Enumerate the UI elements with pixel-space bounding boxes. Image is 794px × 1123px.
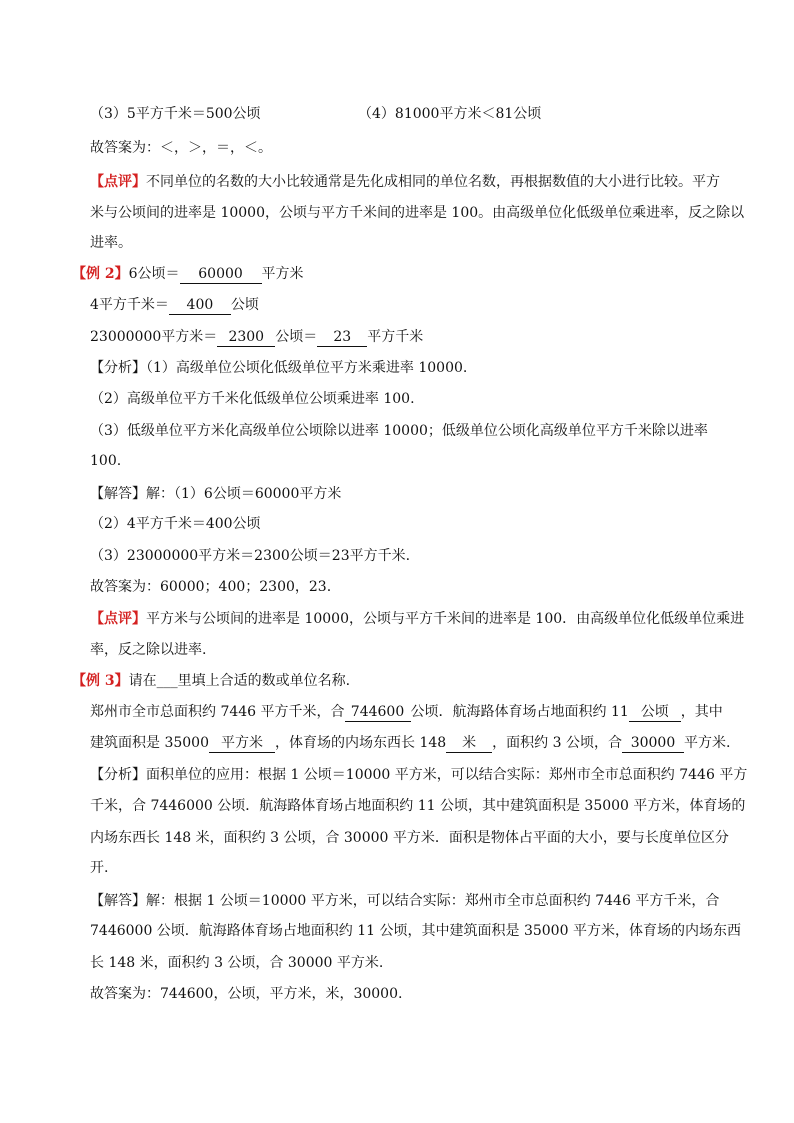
q2-pre: 4平方千米＝ <box>90 297 169 313</box>
solution-tag: 【解答】 <box>90 486 146 502</box>
ex3-analysis-2: 千米，合 7446000 公顷．航海路体育场占地面积约 11 公顷，其中建筑面积是 35000 平方米，体育场的 <box>90 798 746 814</box>
ex2-analysis-3: （3）低级单位平方米化高级单位公顷除以进率 10000；低级单位公顷化高级单位平方千米除以进率 <box>90 423 708 439</box>
ex3-blank-3: 平方米 <box>209 734 275 753</box>
q3-pre: 23000000平方米＝ <box>90 329 218 345</box>
solution-text-1: 解：（1）6公顷＝60000平方米 <box>146 486 342 502</box>
ex3-line-1 <box>90 702 723 722</box>
q1-post: 平方米 <box>261 266 304 282</box>
analysis-tag: 【分析】 <box>90 767 146 783</box>
analysis-text-1: （1）高级单位公顷化低级单位平方米乘进率 10000. <box>146 360 468 376</box>
example-3-question <box>72 671 350 691</box>
ex3-solution-3: 长 148 米，面积约 3 公顷，合 30000 平方米. <box>90 955 384 971</box>
ex3-l2-a: 建筑面积是 35000 <box>90 735 209 751</box>
ex2-solution-1 <box>90 484 341 504</box>
q2-blank: 400 <box>169 296 231 315</box>
example-2-q3 <box>90 327 423 347</box>
item-4: （4）81000平方米＜81公顷 <box>358 106 542 122</box>
review-text-1: 平方米与公顷间的进率是 10000，公顷与平方千米间的进率是 100．由高级单位化低级单位乘进 <box>146 611 745 627</box>
review-line-2: 米与公顷间的进率是 10000，公顷与平方千米间的进率是 100。由高级单位化低级单位乘进率，反之除以 <box>90 205 745 221</box>
ex2-analysis-2: （2）高级单位平方千米化低级单位公顷乘进率 100. <box>90 391 415 407</box>
ex2-solution-3: （3）23000000平方米＝2300公顷＝23平方千米. <box>90 548 411 564</box>
ex2-review-2: 率，反之除以进率. <box>90 642 207 658</box>
ex3-l2-e: 平方米. <box>683 735 731 751</box>
ex2-solution-2: （2）4平方千米＝400公顷 <box>90 516 261 532</box>
ex3-l1-d: ，其中 <box>680 704 723 720</box>
item-3: （3）5平方千米＝500公顷 <box>90 106 261 122</box>
review-tag: 【点评】 <box>90 174 146 190</box>
ex3-line-2 <box>90 733 730 753</box>
example-3-tag: 【例 3】 <box>72 673 129 689</box>
example-2-q1 <box>72 264 304 284</box>
solution-tag: 【解答】 <box>90 893 146 909</box>
ex2-review-1 <box>90 609 744 629</box>
review-text: 不同单位的名数的大小比较通常是先化成相同的单位名数，再根据数值的大小进行比较。平方 <box>146 174 720 190</box>
ex3-solution-2: 7446000 公顷．航海路体育场占地面积约 11 公顷，其中建筑面积是 35000 平方米，体育场的内场东西 <box>90 923 741 939</box>
q1-blank: 60000 <box>180 265 262 284</box>
ex3-analysis-text-1: 面积单位的应用：根据 1 公顷＝10000 平方米，可以结合实际：郑州市全市总面积约 7446 平方 <box>146 767 748 783</box>
ex3-analysis-3: 内场东西长 148 米，面积约 3 公顷，合 30000 平方米．面积是物体占平面的大小，要与长度单位区分 <box>90 830 729 846</box>
review-tag: 【点评】 <box>90 611 146 627</box>
ex2-analysis-4: 100. <box>90 453 122 469</box>
ex3-analysis-1 <box>90 765 747 785</box>
ex3-l2-c: ，体育场的内场东西长 148 <box>275 735 447 751</box>
q3-blank-1: 2300 <box>217 328 275 347</box>
ex3-solution-1 <box>90 891 719 911</box>
ex3-l2-d: ，面积约 3 公顷，合 <box>492 735 622 751</box>
analysis-tag: 【分析】 <box>90 360 146 376</box>
q1-pre: 6公顷＝ <box>128 266 180 282</box>
q2-post: 公顷 <box>230 297 259 313</box>
ex3-blank-4: 米 <box>446 734 492 753</box>
review-line-1 <box>90 172 720 192</box>
ex3-blank-5: 30000 <box>622 734 684 753</box>
ex3-q: 请在___里填上合适的数或单位名称. <box>128 673 351 689</box>
ex3-solution-text-1: 解：根据 1 公顷＝10000 平方米，可以结合实际：郑州市全市总面积约 7446 平方千米，合 <box>146 893 720 909</box>
q3-mid: 公顷＝ <box>275 329 318 345</box>
ex3-l1-c: 公顷．航海路体育场占地面积约 11 <box>410 704 629 720</box>
ex3-analysis-4: 开. <box>90 860 109 876</box>
ex3-l1-a: 郑州市全市总面积约 7446 平方千米，合 <box>90 704 345 720</box>
ex3-blank-2: 公顷 <box>629 703 681 722</box>
q3-blank-2: 23 <box>317 328 367 347</box>
q3-post: 平方千米 <box>367 329 424 345</box>
ex2-answer: 故答案为：60000；400；2300，23. <box>90 579 332 595</box>
ex2-analysis-1 <box>90 358 467 378</box>
ex3-answer: 故答案为：744600，公顷，平方米，米，30000. <box>90 986 403 1002</box>
answer-line: 故答案为：＜，＞，＝，＜。 <box>90 140 272 156</box>
review-line-3: 进率。 <box>90 235 132 251</box>
ex3-blank-1: 744600 <box>345 703 411 722</box>
example-2-tag: 【例 2】 <box>72 266 129 282</box>
example-2-q2 <box>90 295 259 315</box>
